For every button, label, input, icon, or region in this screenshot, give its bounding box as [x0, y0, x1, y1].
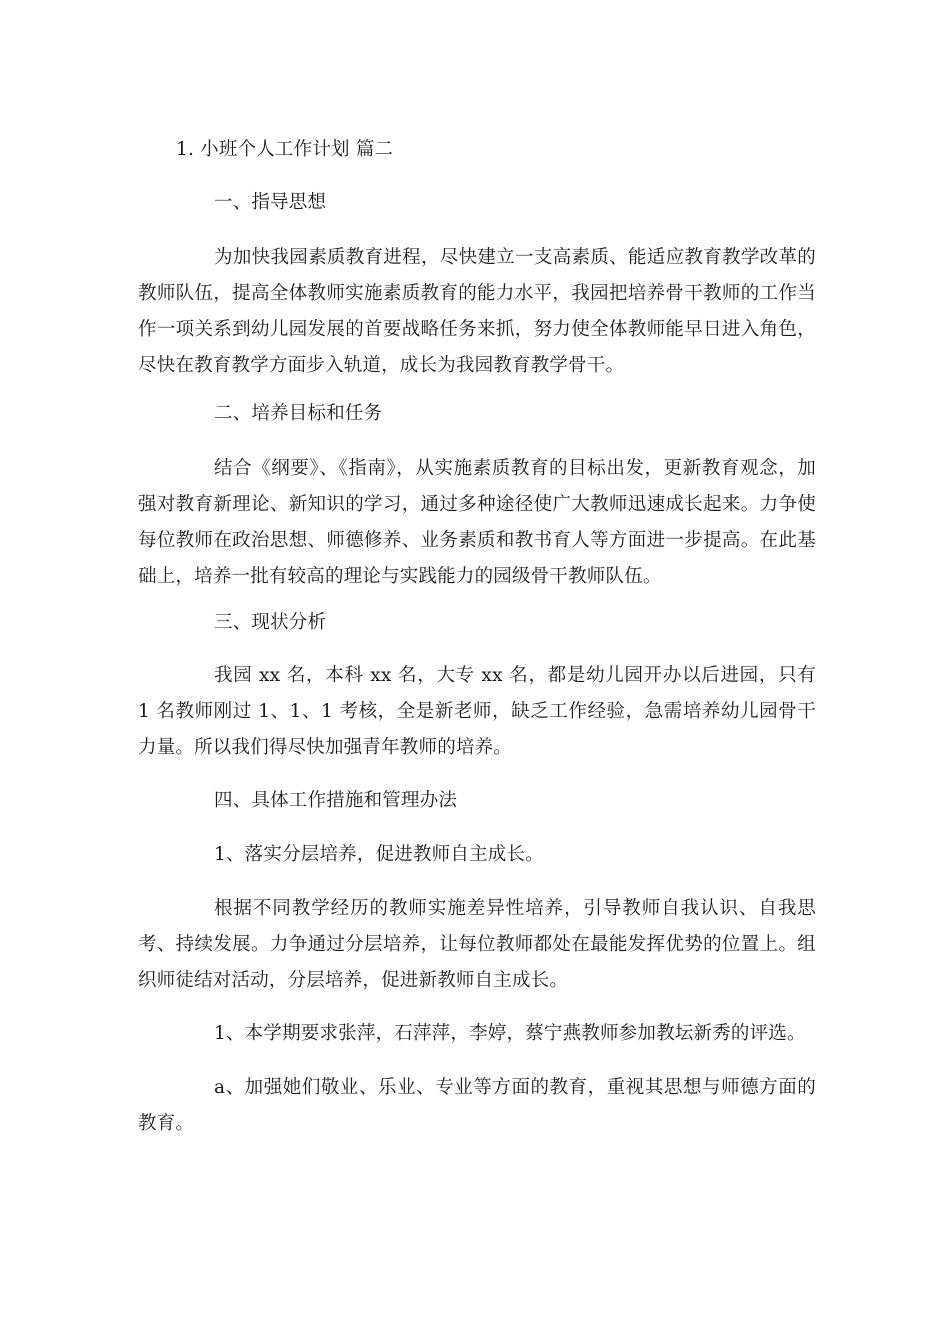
document-title: 1. 小班个人工作计划 篇二 — [176, 139, 394, 160]
section-heading-3: 三、现状分析 — [214, 612, 327, 633]
section-heading-2: 二、培养目标和任务 — [214, 403, 383, 424]
section-paragraph-2: 结合《纲要》、《指南》，从实施素质教育的目标出发，更新教育观念，加强对教育新理论、新知识的学习，通过多种途径使广大教师迅速成长起来。力争使每位教师在政治思想、师德修养、业务素质和教书育人等方面进一步提高。在此基础上，培养一批有较高的理论与实践能力的园级骨干教师队伍。 — [138, 458, 816, 587]
section-paragraph-3: 我园 xx 名，本科 xx 名，大专 xx 名，都是幼儿园开办以后进园，只有 1 名教师刚过 1、1、1 考核，全是新老师，缺乏工作经验，急需培养幼儿园骨干力量。所以我们得尽快加强青年教师的培养。 — [138, 665, 816, 758]
section-heading-4: 四、具体工作措施和管理办法 — [214, 790, 458, 811]
measure-paragraph-1: 根据不同教学经历的教师实施差异性培养，引导教师自我认识、自我思考、持续发展。力争通过分层培养，让每位教师都处在最能发挥优势的位置上。组织师徒结对活动，分层培养，促进新教师自主成长。 — [138, 898, 816, 991]
measure-heading-1: 1、落实分层培养，促进教师自主成长。 — [214, 844, 544, 865]
list-item-1: 1、本学期要求张萍，石萍萍，李婷，蔡宁燕教师参加教坛新秀的评选。 — [214, 1023, 806, 1044]
list-item-a: a、加强她们敬业、乐业、专业等方面的教育，重视其思想与师德方面的教育。 — [138, 1077, 816, 1134]
section-heading-1: 一、指导思想 — [214, 192, 327, 213]
section-paragraph-1: 为加快我园素质教育进程，尽快建立一支高素质、能适应教育教学改革的教师队伍，提高全体教师实施素质教育的能力水平，我园把培养骨干教师的工作当作一项关系到幼儿园发展的首要战略任务来抓，努力使全体教师能早日进入角色，尽快在教育教学方面步入轨道，成长为我园教育教学骨干。 — [138, 247, 816, 376]
